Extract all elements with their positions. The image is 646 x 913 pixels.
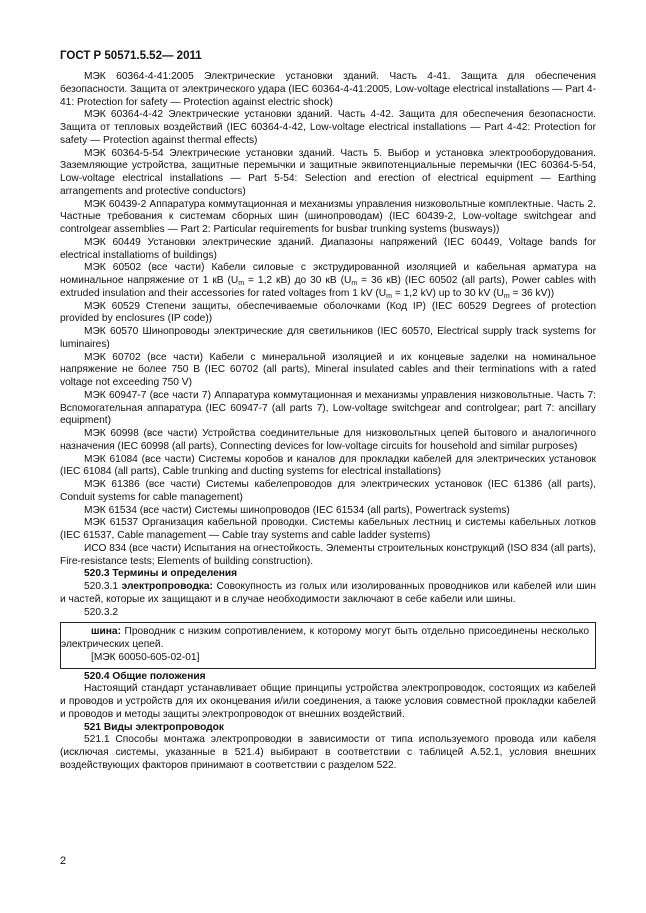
reference-60529: МЭК 60529 Степени защиты, обеспечиваемые оболочками (Код IP) (IEC 60529 Degrees of protection provided by enclosures (IP code))	[60, 300, 596, 325]
ref-60502-text-1: МЭК 60502 (все части) Кабели силовые с экструдированной изоляцией и кабельная арматура на номинальное напряжение от 1 кВ (U	[60, 262, 596, 286]
reference-61386: МЭК 61386 (все части) Системы кабелепроводов для электрических установок (IEC 61386 (all parts), Conduit systems for cable management)	[60, 479, 596, 503]
definition-term: шина:	[91, 626, 121, 638]
term-520-3-2-number: 520.3.2	[84, 606, 118, 618]
reference-60998: МЭК 60998 (все части) Устройства соединительные для низковольтных цепей бытового и аналогичного назначения (IEC 60998 (all parts), Connecting devices for low-voltage circuits for household and similar purposes)	[60, 428, 596, 452]
definition-box-text	[61, 626, 589, 652]
definition-source: [МЭК 60050-605-02-01]	[91, 651, 200, 663]
ref-60502-text-3: = 36 кВ) (IEC 60502 (all parts), Power cables with extruded insulation and their accessories for rated voltages from 1 kV (U	[60, 275, 596, 299]
section-520-3-heading: 520.3 Термины и определения	[84, 568, 238, 580]
reference-60439-2: МЭК 60439-2 Аппаратура коммутационная и механизмы управления низковольтные комплектные. Часть 2. Частные требования к системам сборных шин (шинопроводам) (IEC 60439-2, Low-voltage switchgear and controlgear assemblies — Part 2: Particular requirements for busbar trunking systems (busways))	[60, 198, 596, 235]
term-520-3-1	[60, 581, 596, 607]
reference-60449: МЭК 60449 Установки электрические зданий. Диапазоны напряжений (IEC 60449, Voltage bands for electrical installatioms of buildings)	[60, 236, 596, 261]
subscript-m: m	[351, 280, 358, 287]
reference-60364-4-42: МЭК 60364-4-42 Электрические установки зданий. Часть 4-42. Защита для обеспечения безопасности. Защита от тепловых воздействий (IEC 60364-4-42, Low-voltage electrical installations — Part 4-42: Protection for safety — Protection against thermal effects)	[60, 109, 596, 146]
reference-60947-7: МЭК 60947-7 (все части 7) Аппаратура коммутационная и механизмы управления низковольтные. Часть 7: Вспомогательная аппаратура (IEC 60947-7 (all parts 7), Low-voltage switchgear and controlgear; part 7: ancillary equipment)	[60, 389, 596, 427]
document-body	[60, 71, 596, 773]
ref-60502-text-4: = 1,2 kV) up to 30 kV (U	[392, 287, 504, 299]
subscript-m: m	[238, 280, 245, 287]
reference-iso-834: ИСО 834 (все части) Испытания на огнестойкость. Элементы строительных конструкций (ISO 834 (all parts), Fire-resistance tests; Elements of building construction).	[60, 542, 597, 567]
ref-60502-text-5: = 36 kV))	[509, 287, 555, 299]
term-number: 520.3.1	[84, 581, 122, 592]
reference-60502	[60, 262, 596, 300]
reference-61084: МЭК 61084 (все части) Системы коробов и каналов для прокладки кабелей для электрических установок (IEC 61084 (all parts), Cable trunking and ducting systems for electrical installations)	[60, 453, 596, 478]
reference-61534: МЭК 61534 (все части) Системы шинопроводов (IEC 61534 (all parts), Powertrack systems)	[84, 504, 510, 516]
section-520-4-heading: 520.4 Общие положения	[84, 670, 206, 682]
reference-60570: МЭК 60570 Шинопроводы электрические для светильников (IEC 60570, Electrical supply track systems for luminaires)	[60, 326, 596, 350]
term-definition: Совокупность из голых или изолированных проводников или кабелей или шин и частей, которые их защищают и в случае необходимости заключают в себе кабели или шины.	[60, 581, 597, 605]
term-name: электропроводка:	[121, 581, 213, 592]
section-520-4-text: Настоящий стандарт устанавливает общие принципы устройства электропроводок, состоящих из кабелей и проводов и устройств для их оконцевания и/или соединения, а также условия совместной прокладки кабелей и проводов и методы защиты электропроводок от внешних воздействий.	[60, 683, 596, 720]
document-header: ГОСТ Р 50571.5.52— 2011	[60, 50, 202, 62]
section-521-text: 521.1 Способы монтажа электропроводки в зависимости от типа используемого провода или кабеля (исключая системы, указанные в 521.4) выбирают в соответствии с таблицей А.52.1, условия внешних воздействующих факторов принимают в соответствии с разделом 522.	[60, 734, 596, 771]
reference-60364-4-41: МЭК 60364-4-41:2005 Электрические установки зданий. Часть 4-41. Защита для обеспечения безопасности. Защита от электрического удара (IEC 60364-4-41:2005, Low-voltage electrical installations — Part 4-41: Protection for safety — Protection against electric shock)	[60, 71, 596, 108]
reference-60702: МЭК 60702 (все части) Кабели с минеральной изоляцией и их концевые заделки на номинальное напряжение не более 750 В (IEC 60702 (all parts), Mineral insulated cables and their terminations with a rated voltage not exceeding 750 V)	[60, 351, 596, 388]
subscript-m: m	[503, 292, 510, 300]
section-521-heading: 521 Виды электропроводок	[84, 721, 224, 733]
definition-box	[60, 622, 596, 668]
subscript-m: m	[386, 292, 393, 300]
reference-61537: МЭК 61537 Организация кабельной проводки. Системы кабельных лестниц и системы кабельных лотков (IEC 61537, Cable management — Cable tray systems and cable ladder systems)	[60, 517, 596, 541]
reference-60364-5-54: МЭК 60364-5-54 Электрические установки зданий. Часть 5. Выбор и установка электрооборудования. Заземляющие устройства, защитные перемычки и защитные эквипотенциальные перемычки (IEC 60364-5-54, Low-voltage electrical installations — Part 5-54: Selection and erection of electrical equipment — Earthing arrangements and protective conductors)	[60, 147, 596, 197]
ref-60502-text-2: = 1,2 кВ) до 30 кВ (U	[244, 275, 352, 286]
page-number: 2	[60, 855, 67, 867]
definition-text: Проводник с низким сопротивлением, к которому могут быть отдельно присоединены несколько электрических цепей.	[61, 626, 589, 650]
